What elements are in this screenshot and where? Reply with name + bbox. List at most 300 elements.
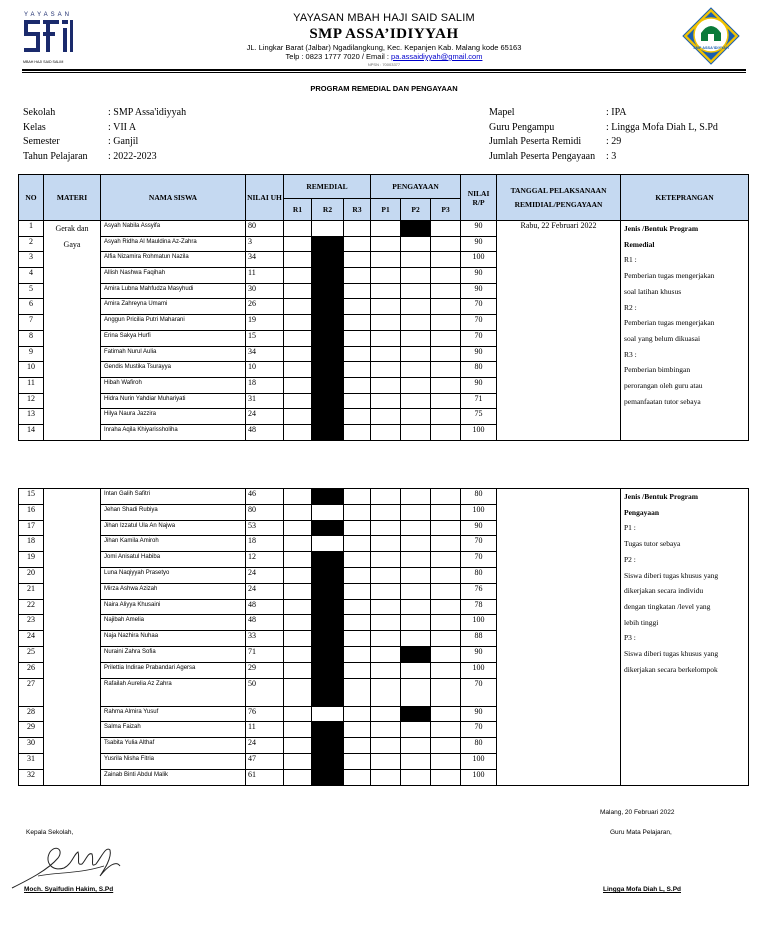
- student-nilai-rp: 75: [461, 409, 497, 425]
- student-nilai-uh: 18: [246, 377, 284, 393]
- student-nilai-uh: 12: [246, 552, 284, 568]
- col-p2: P2: [401, 199, 431, 221]
- cell-p3: [431, 377, 461, 393]
- student-name: Anggun Pricilia Putri Maharani: [101, 315, 246, 331]
- materi-cell: [44, 489, 101, 786]
- student-no: 6: [19, 299, 44, 315]
- info-value: : Lingga Mofa Diah L, S.Pd: [606, 121, 718, 133]
- table-row: [19, 489, 749, 505]
- cell-p2: [401, 738, 431, 754]
- info-label: Semester: [23, 136, 60, 147]
- student-name: Rahma Almira Yusuf: [101, 706, 246, 722]
- keterangan-line: dengan tingkatan /level yang: [624, 601, 711, 611]
- cell-r3: [344, 722, 371, 738]
- cell-r2: [312, 268, 344, 284]
- cell-r2: [312, 583, 344, 599]
- keterangan-line: Jenis /Bentuk Program: [624, 492, 699, 501]
- col-no: NO: [19, 175, 44, 221]
- cell-r3: [344, 738, 371, 754]
- cell-r1: [284, 221, 312, 237]
- cell-r3: [344, 599, 371, 615]
- student-name: Jihan Izzatul Ula An Najwa: [101, 520, 246, 536]
- info-value: : 2022-2023: [108, 150, 157, 162]
- cell-p3: [431, 583, 461, 599]
- cell-r1: [284, 424, 312, 440]
- cell-p2: [401, 268, 431, 284]
- student-nilai-rp: 90: [461, 520, 497, 536]
- student-nilai-uh: 34: [246, 346, 284, 362]
- cell-p3: [431, 536, 461, 552]
- student-name: Zainab Binti Abdul Malik: [101, 769, 246, 785]
- col-p3: P3: [431, 199, 461, 221]
- info-label: Jumlah Peserta Remidi: [489, 136, 582, 147]
- student-nilai-rp: 100: [461, 615, 497, 631]
- student-nilai-rp: 100: [461, 252, 497, 268]
- cell-r2: [312, 769, 344, 785]
- student-no: 21: [19, 583, 44, 599]
- cell-r2: [312, 315, 344, 331]
- cell-r3: [344, 409, 371, 425]
- student-nilai-rp: 90: [461, 236, 497, 252]
- student-nilai-uh: 80: [246, 221, 284, 237]
- cell-r2: [312, 646, 344, 662]
- cell-p3: [431, 504, 461, 520]
- student-name: Yusrila Nisha Fitria: [101, 753, 246, 769]
- cell-p1: [371, 769, 401, 785]
- cell-r3: [344, 552, 371, 568]
- student-nilai-rp: 90: [461, 283, 497, 299]
- student-no: 3: [19, 252, 44, 268]
- info-row: [489, 106, 749, 121]
- cell-p3: [431, 330, 461, 346]
- cell-p1: [371, 615, 401, 631]
- cell-r2: [312, 520, 344, 536]
- student-no: 10: [19, 362, 44, 378]
- cell-p1: [371, 536, 401, 552]
- student-nilai-uh: 48: [246, 615, 284, 631]
- student-name: Salma Faizah: [101, 722, 246, 738]
- student-no: 27: [19, 678, 44, 706]
- info-row: [23, 121, 323, 136]
- student-no: 12: [19, 393, 44, 409]
- student-name: Luna Naqiyyah Prasetyo: [101, 567, 246, 583]
- student-no: 8: [19, 330, 44, 346]
- info-label: Mapel: [489, 107, 515, 118]
- place-date: Malang, 20 Februari 2022: [600, 809, 675, 816]
- table-row: [19, 221, 749, 237]
- cell-r1: [284, 615, 312, 631]
- cell-r2: [312, 377, 344, 393]
- cell-p1: [371, 738, 401, 754]
- student-name: Naira Aliyya Khusaini: [101, 599, 246, 615]
- student-no: 30: [19, 738, 44, 754]
- col-tanggal: TANGGAL PELAKSANAAN REMIDIAL/PENGAYAAN: [497, 175, 621, 221]
- cell-r1: [284, 662, 312, 678]
- cell-p1: [371, 268, 401, 284]
- col-nilai-rp: NILAI R/P: [461, 175, 497, 221]
- cell-r2: [312, 706, 344, 722]
- cell-p2: [401, 552, 431, 568]
- student-nilai-rp: 90: [461, 706, 497, 722]
- email-link[interactable]: pa.assaidiyyah@gmail.com: [391, 52, 483, 61]
- cell-p3: [431, 599, 461, 615]
- student-nilai-uh: 24: [246, 583, 284, 599]
- cell-p2: [401, 583, 431, 599]
- student-nilai-rp: 70: [461, 536, 497, 552]
- cell-r2: [312, 678, 344, 706]
- student-nilai-uh: 71: [246, 646, 284, 662]
- cell-p2: [401, 646, 431, 662]
- col-r3: R3: [344, 199, 371, 221]
- cell-r1: [284, 753, 312, 769]
- cell-p2: [401, 520, 431, 536]
- foundation-logo-text: YAYASAN: [24, 12, 73, 18]
- student-name: Hibah Wafiroh: [101, 377, 246, 393]
- cell-r1: [284, 346, 312, 362]
- cell-p1: [371, 236, 401, 252]
- cell-r3: [344, 536, 371, 552]
- cell-r1: [284, 678, 312, 706]
- student-nilai-rp: 90: [461, 221, 497, 237]
- student-no: 14: [19, 424, 44, 440]
- cell-p1: [371, 299, 401, 315]
- student-nilai-rp: 80: [461, 489, 497, 505]
- cell-p2: [401, 315, 431, 331]
- keterangan-line: Pemberian bimbingan: [624, 365, 691, 375]
- cell-p3: [431, 722, 461, 738]
- cell-p1: [371, 504, 401, 520]
- remedial-table-2: [18, 488, 749, 786]
- student-name: Prilettia Indirae Prabandari Agersa: [101, 662, 246, 678]
- student-name: Amira Lubna Mahfudza Masyhudi: [101, 283, 246, 299]
- cell-r2: [312, 283, 344, 299]
- cell-r3: [344, 504, 371, 520]
- cell-r2: [312, 299, 344, 315]
- cell-p2: [401, 662, 431, 678]
- cell-p2: [401, 536, 431, 552]
- cell-p2: [401, 362, 431, 378]
- cell-p1: [371, 393, 401, 409]
- tanggal-cell: [497, 489, 621, 786]
- cell-p2: [401, 489, 431, 505]
- cell-r3: [344, 753, 371, 769]
- cell-r2: [312, 599, 344, 615]
- cell-p3: [431, 299, 461, 315]
- cell-r3: [344, 646, 371, 662]
- cell-r1: [284, 377, 312, 393]
- foundation-logo-caption: MBAH HAJI SAID SALIM: [23, 60, 64, 64]
- col-nama: NAMA SISWA: [101, 175, 246, 221]
- cell-p3: [431, 678, 461, 706]
- cell-r1: [284, 504, 312, 520]
- cell-r3: [344, 567, 371, 583]
- head-name: Moch. Syaifudin Hakim, S.Pd: [24, 886, 114, 893]
- materi-cell: [44, 221, 101, 441]
- info-row: [489, 121, 749, 136]
- student-no: 28: [19, 706, 44, 722]
- info-label: Jumlah Peserta Pengayaan: [489, 150, 596, 162]
- student-nilai-rp: 90: [461, 268, 497, 284]
- cell-r3: [344, 520, 371, 536]
- keterangan-line: dikerjakan secara berkelompok: [624, 664, 718, 674]
- keterangan-line: Jenis /Bentuk Program: [624, 224, 699, 233]
- cell-r3: [344, 424, 371, 440]
- student-no: 32: [19, 769, 44, 785]
- student-name: Inraha Aqila Khiyarissholiha: [101, 424, 246, 440]
- cell-r2: [312, 489, 344, 505]
- student-nilai-uh: 3: [246, 236, 284, 252]
- student-name: Tsabita Yulia Althaf: [101, 738, 246, 754]
- student-nilai-uh: 18: [246, 536, 284, 552]
- cell-r2: [312, 236, 344, 252]
- school-address: JL. Lingkar Barat (Jalbar) Ngadilangkung, Kec. Kepanjen Kab. Malang kode 65163: [246, 43, 522, 52]
- student-no: 31: [19, 753, 44, 769]
- cell-r1: [284, 738, 312, 754]
- student-no: 7: [19, 315, 44, 331]
- cell-r2: [312, 424, 344, 440]
- student-name: Jomi Anisatul Habiba: [101, 552, 246, 568]
- student-nilai-uh: 11: [246, 722, 284, 738]
- student-no: 17: [19, 520, 44, 536]
- info-row: [23, 106, 323, 121]
- student-nilai-rp: 90: [461, 377, 497, 393]
- cell-p3: [431, 221, 461, 237]
- cell-r2: [312, 362, 344, 378]
- cell-r3: [344, 615, 371, 631]
- cell-r3: [344, 377, 371, 393]
- cell-p3: [431, 393, 461, 409]
- info-row: [489, 150, 749, 165]
- cell-r2: [312, 615, 344, 631]
- keterangan-line: Siswa diberi tugas khusus yang: [624, 649, 719, 659]
- cell-p1: [371, 283, 401, 299]
- keterangan-line: R2 :: [624, 302, 637, 312]
- keterangan-line: Pengayaan: [624, 507, 660, 517]
- header-rule-thin: [22, 72, 746, 73]
- cell-p2: [401, 346, 431, 362]
- cell-p1: [371, 346, 401, 362]
- student-nilai-uh: 15: [246, 330, 284, 346]
- cell-r1: [284, 567, 312, 583]
- cell-r1: [284, 583, 312, 599]
- cell-p1: [371, 631, 401, 647]
- npsn-text: NPSN : 70003377: [367, 62, 401, 67]
- student-no: 11: [19, 377, 44, 393]
- cell-r3: [344, 489, 371, 505]
- col-r2: R2: [312, 199, 344, 221]
- student-nilai-uh: 33: [246, 631, 284, 647]
- info-value: : VII A: [108, 121, 137, 133]
- cell-p1: [371, 706, 401, 722]
- keterangan-line: perorangan oleh guru atau: [624, 381, 703, 391]
- header-rule: [22, 69, 746, 71]
- student-nilai-uh: 61: [246, 769, 284, 785]
- col-materi: MATERI: [44, 175, 101, 221]
- cell-r3: [344, 346, 371, 362]
- cell-p3: [431, 646, 461, 662]
- tanggal-cell: [497, 221, 621, 441]
- student-nilai-rp: 100: [461, 662, 497, 678]
- student-nilai-rp: 71: [461, 393, 497, 409]
- cell-p1: [371, 489, 401, 505]
- cell-p2: [401, 330, 431, 346]
- cell-p1: [371, 662, 401, 678]
- student-nilai-rp: 100: [461, 769, 497, 785]
- school-logo-text: SMP ASSA'IDIYYAH: [693, 46, 729, 50]
- student-nilai-rp: 70: [461, 722, 497, 738]
- cell-r1: [284, 393, 312, 409]
- info-left: [23, 106, 323, 164]
- cell-p3: [431, 520, 461, 536]
- info-label: Guru Pengampu: [489, 121, 555, 133]
- student-nilai-uh: 76: [246, 706, 284, 722]
- cell-r3: [344, 362, 371, 378]
- cell-p1: [371, 583, 401, 599]
- student-nilai-uh: 19: [246, 315, 284, 331]
- cell-p3: [431, 489, 461, 505]
- cell-p3: [431, 315, 461, 331]
- cell-p2: [401, 631, 431, 647]
- student-nilai-rp: 80: [461, 362, 497, 378]
- cell-r3: [344, 678, 371, 706]
- info-value: : 29: [606, 136, 622, 147]
- student-no: 25: [19, 646, 44, 662]
- student-nilai-uh: 53: [246, 520, 284, 536]
- cell-p2: [401, 377, 431, 393]
- cell-p3: [431, 362, 461, 378]
- keterangan-line: soal yang belum dikuasai: [624, 333, 701, 343]
- teacher-name: Lingga Mofa Diah L, S.Pd: [603, 886, 681, 893]
- student-no: 22: [19, 599, 44, 615]
- student-nilai-rp: 70: [461, 552, 497, 568]
- head-title: Kepala Sekolah,: [26, 829, 74, 836]
- cell-r3: [344, 221, 371, 237]
- cell-r2: [312, 393, 344, 409]
- student-name: Fatimah Nurul Aulia: [101, 346, 246, 362]
- cell-p3: [431, 662, 461, 678]
- keterangan-line: Pemberian tugas mengerjakan: [624, 271, 715, 281]
- cell-r2: [312, 722, 344, 738]
- student-no: 26: [19, 662, 44, 678]
- student-nilai-rp: 80: [461, 567, 497, 583]
- document-title: PROGRAM REMEDIAL DAN PENGAYAAN: [310, 84, 458, 93]
- student-nilai-uh: 31: [246, 393, 284, 409]
- student-no: 1: [19, 221, 44, 237]
- student-name: Hidra Nurin Yahdiar Muhariyati: [101, 393, 246, 409]
- col-remedial: REMEDIAL: [284, 175, 371, 199]
- cell-p3: [431, 346, 461, 362]
- student-nilai-uh: 30: [246, 283, 284, 299]
- student-no: 24: [19, 631, 44, 647]
- student-nilai-uh: 10: [246, 362, 284, 378]
- cell-p1: [371, 678, 401, 706]
- student-name: Najibah Amelia: [101, 615, 246, 631]
- student-no: 16: [19, 504, 44, 520]
- student-no: 9: [19, 346, 44, 362]
- keterangan-cell: [621, 221, 749, 441]
- cell-p1: [371, 552, 401, 568]
- student-name: Amira Zahreyna Umami: [101, 299, 246, 315]
- cell-p3: [431, 769, 461, 785]
- cell-r1: [284, 283, 312, 299]
- cell-p1: [371, 315, 401, 331]
- cell-r3: [344, 769, 371, 785]
- cell-p2: [401, 706, 431, 722]
- cell-p2: [401, 753, 431, 769]
- info-label: Tahun Pelajaran: [23, 150, 88, 162]
- keterangan-line: Siswa diberi tugas khusus yang: [624, 570, 719, 580]
- cell-p3: [431, 631, 461, 647]
- info-label: Kelas: [23, 121, 46, 133]
- foundation-name: YAYASAN MBAH HAJI SAID SALIM: [293, 12, 475, 24]
- cell-p1: [371, 424, 401, 440]
- cell-r1: [284, 268, 312, 284]
- cell-r3: [344, 283, 371, 299]
- cell-r3: [344, 662, 371, 678]
- cell-p2: [401, 393, 431, 409]
- keterangan-line: pemanfaatan tutor sebaya: [624, 396, 701, 406]
- cell-r2: [312, 409, 344, 425]
- cell-p3: [431, 552, 461, 568]
- student-nilai-rp: 90: [461, 346, 497, 362]
- cell-p1: [371, 520, 401, 536]
- student-name: Asyah Nabila Assyifa: [101, 221, 246, 237]
- student-nilai-uh: 26: [246, 299, 284, 315]
- cell-p2: [401, 615, 431, 631]
- student-name: Alfia Nizamira Rohmatun Nazila: [101, 252, 246, 268]
- cell-r2: [312, 631, 344, 647]
- col-keterangan: KETEPRANGAN: [621, 175, 749, 221]
- student-nilai-uh: 24: [246, 567, 284, 583]
- cell-r2: [312, 252, 344, 268]
- cell-p1: [371, 409, 401, 425]
- student-nilai-uh: 29: [246, 662, 284, 678]
- student-no: 15: [19, 489, 44, 505]
- cell-r1: [284, 315, 312, 331]
- keterangan-line: lebih tinggi: [624, 617, 659, 627]
- student-nilai-rp: 80: [461, 738, 497, 754]
- phone-text: Telp : 0823 1777 7020 / Email :: [285, 52, 392, 61]
- cell-p2: [401, 424, 431, 440]
- cell-p1: [371, 599, 401, 615]
- cell-r1: [284, 631, 312, 647]
- cell-p3: [431, 753, 461, 769]
- cell-r2: [312, 330, 344, 346]
- cell-p3: [431, 252, 461, 268]
- cell-r1: [284, 646, 312, 662]
- keterangan-line: P2 :: [624, 554, 636, 564]
- student-nilai-uh: 11: [246, 268, 284, 284]
- keterangan-line: Tugas tutor sebaya: [624, 539, 681, 549]
- cell-p2: [401, 722, 431, 738]
- cell-p2: [401, 252, 431, 268]
- cell-p3: [431, 567, 461, 583]
- student-nilai-rp: 70: [461, 299, 497, 315]
- materi-line: Gerak dan: [55, 224, 89, 233]
- student-nilai-uh: 24: [246, 409, 284, 425]
- cell-r1: [284, 236, 312, 252]
- info-row: [23, 150, 323, 165]
- cell-p3: [431, 283, 461, 299]
- student-no: 20: [19, 567, 44, 583]
- student-no: 4: [19, 268, 44, 284]
- cell-r2: [312, 221, 344, 237]
- cell-p2: [401, 567, 431, 583]
- col-nilai-uh: NILAI UH: [246, 175, 284, 221]
- student-nilai-rp: 70: [461, 330, 497, 346]
- cell-r2: [312, 567, 344, 583]
- info-value: : Ganjil: [108, 136, 139, 147]
